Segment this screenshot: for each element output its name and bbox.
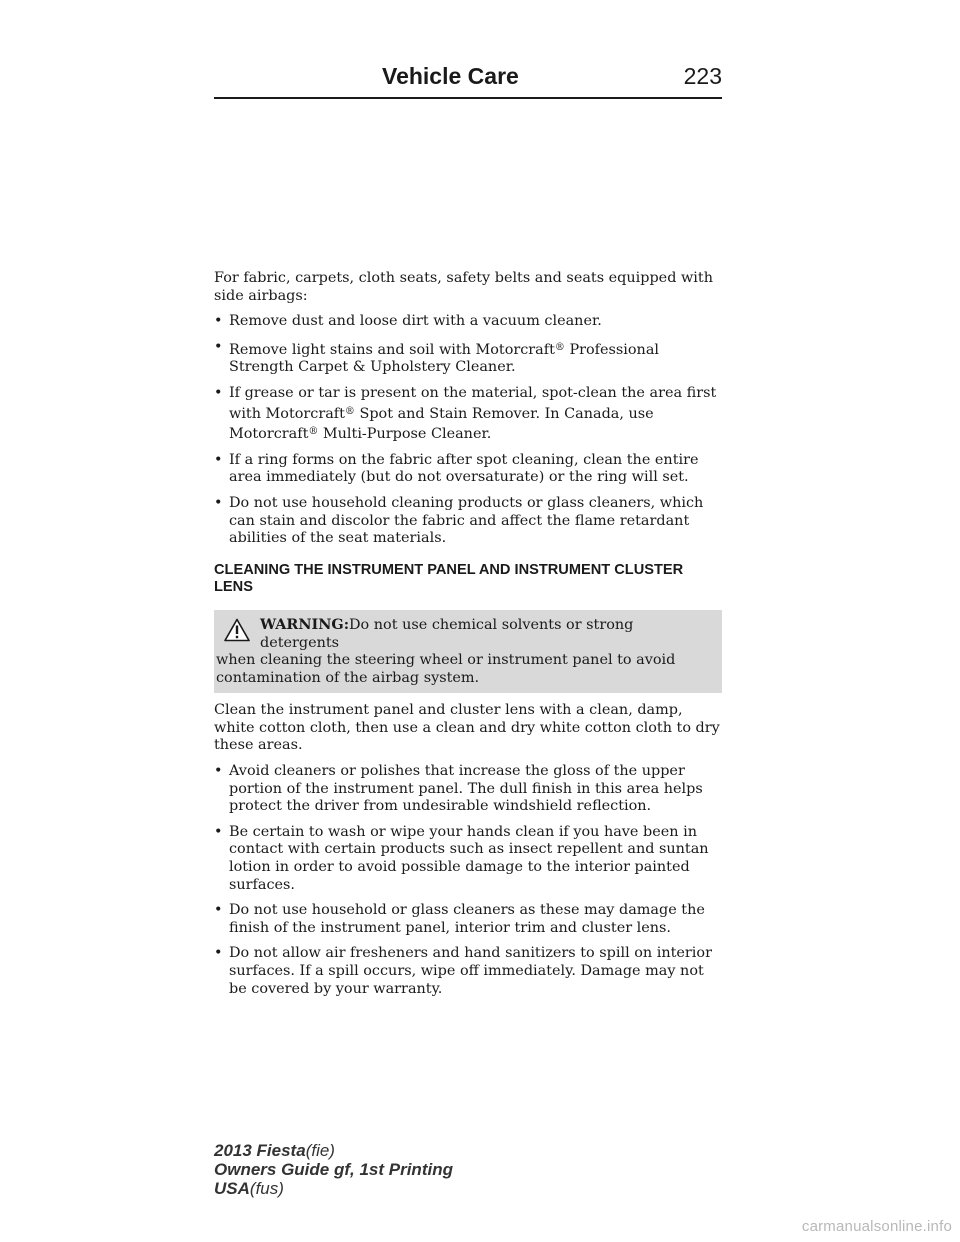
list-item: • Do not use household cleaning products or glass cleaners, which can stain and discolor the fabric and affect the flame retardant abilities of the seat materials. bbox=[214, 494, 704, 547]
page-content bbox=[214, 270, 722, 1006]
registered-mark: ® bbox=[554, 341, 565, 353]
page-header bbox=[214, 63, 722, 103]
list-item: • Do not use household or glass cleaners as these may damage the finish of the instrument panel, interior trim and cluster lens. bbox=[214, 902, 705, 936]
registered-mark: ® bbox=[308, 426, 319, 438]
warning-first-line bbox=[214, 616, 714, 652]
list-item: • If grease or tar is present on the material, spot-clean the area first with Motorcraft® Spot and Stain Remover. In Canada, use Motorcraft® Multi-Purpose Cleaner. bbox=[214, 384, 717, 443]
watermark: carmanualsonline.info bbox=[801, 1218, 952, 1235]
footer-line-model: 2013 Fiesta(fie) bbox=[214, 1141, 335, 1160]
page-number: 223 bbox=[683, 63, 722, 89]
footer-line-market: USA(fus) bbox=[214, 1179, 284, 1198]
header-rule bbox=[214, 97, 722, 99]
warning-text: Do not use chemical solvents or strong detergents bbox=[260, 616, 634, 651]
footer-line-guide: Owners Guide gf, 1st Printing bbox=[214, 1160, 453, 1179]
list-item: • Avoid cleaners or polishes that increase the gloss of the upper portion of the instrument panel. The dull finish in this area helps protect the driver from undesirable windshield reflection. bbox=[214, 763, 703, 815]
warning-label: WARNING: bbox=[260, 615, 350, 633]
page-footer bbox=[214, 1141, 453, 1198]
panel-bullet-list bbox=[214, 763, 722, 998]
fabric-bullet-list bbox=[214, 313, 722, 548]
panel-intro-paragraph: Clean the instrument panel and cluster lens with a clean, damp, white cotton cloth, then use a clean and dry white cotton cloth to dry these areas. bbox=[214, 702, 720, 754]
warning-box bbox=[214, 610, 722, 693]
list-item: • Remove dust and loose dirt with a vacuum cleaner. bbox=[214, 313, 602, 330]
section-title: Vehicle Care bbox=[382, 63, 519, 89]
list-item: • Be certain to wash or wipe your hands clean if you have been in contact with certain products such as insect repellent and suntan lotion in order to avoid possible damage to the interior painted surfaces. bbox=[214, 823, 709, 893]
warning-continuation: when cleaning the steering wheel or instrument panel to avoid contamination of the airbag system. bbox=[216, 652, 676, 686]
list-item: • Do not allow air fresheners and hand sanitizers to spill on interior surfaces. If a spill occurs, wipe off immediately. Damage may not be covered by your warranty. bbox=[214, 945, 712, 997]
intro-paragraph: For fabric, carpets, cloth seats, safety belts and seats equipped with side airbags: bbox=[214, 270, 713, 304]
warning-triangle-icon bbox=[224, 618, 250, 642]
registered-mark: ® bbox=[344, 405, 355, 417]
list-item: • If a ring forms on the fabric after spot cleaning, clean the entire area immediately (but do not oversaturate) or the ring will set. bbox=[214, 451, 699, 486]
list-item: • Remove light stains and soil with Motorcraft® Professional Strength Carpet & Upholstery Cleaner. bbox=[214, 338, 660, 376]
section-heading: CLEANING THE INSTRUMENT PANEL AND INSTRUMENT CLUSTER LENS bbox=[214, 561, 684, 596]
